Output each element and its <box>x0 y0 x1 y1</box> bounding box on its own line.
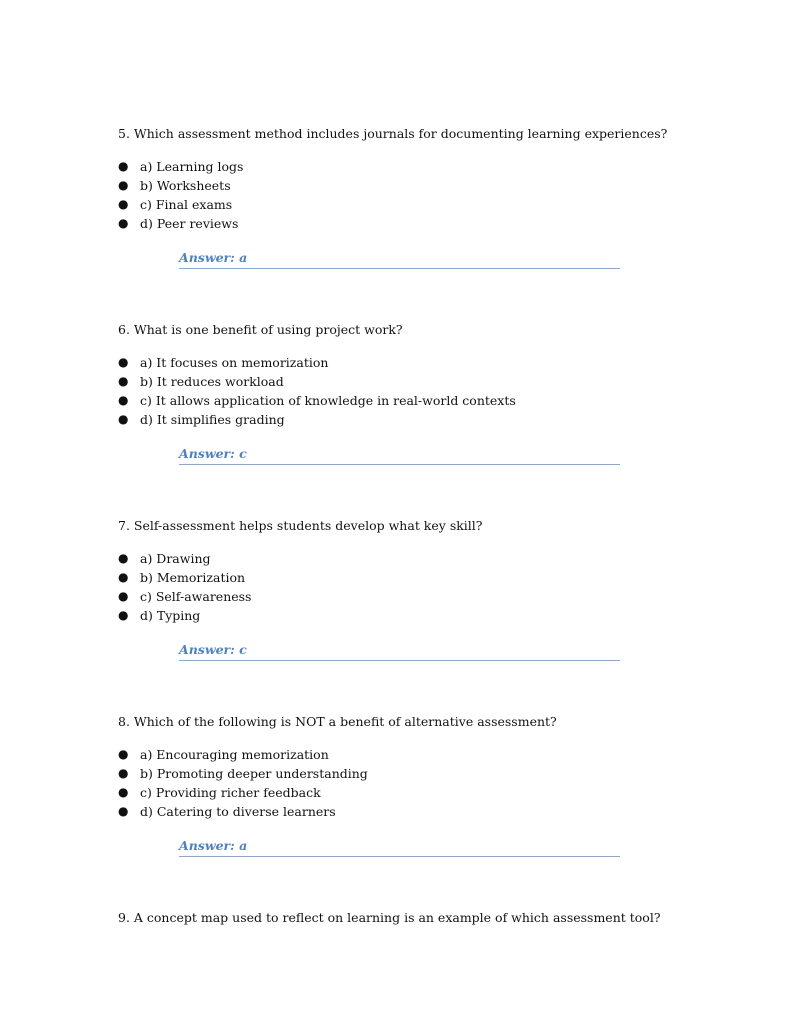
question-text: 8. Which of the following is NOT a benefit of alternative assessment? <box>118 714 557 729</box>
option-label: d) Catering to diverse learners <box>140 804 336 819</box>
option-item <box>118 410 718 429</box>
option-label: a) Drawing <box>140 551 211 566</box>
question-text: 6. What is one benefit of using project work? <box>118 322 403 337</box>
option-item <box>118 372 718 391</box>
bullet-icon: ● <box>118 551 129 565</box>
bullet-icon: ● <box>118 393 129 407</box>
option-item <box>118 587 718 606</box>
option-label: b) Memorization <box>140 570 246 585</box>
question-5 <box>118 125 718 269</box>
option-item <box>118 353 718 372</box>
bullet-icon: ● <box>118 178 129 192</box>
question-6 <box>118 321 718 465</box>
option-item <box>118 745 718 764</box>
bullet-icon: ● <box>118 766 129 780</box>
option-label: d) Typing <box>140 608 201 623</box>
option-label: c) Final exams <box>140 197 233 212</box>
bullet-icon: ● <box>118 355 129 369</box>
option-label: c) It allows application of knowledge in real-world contexts <box>140 393 516 408</box>
option-list <box>118 353 718 429</box>
answer-text: Answer: a <box>179 250 248 265</box>
option-label: a) Learning logs <box>140 159 244 174</box>
question-text: 9. A concept map used to reflect on learning is an example of which assessment tool? <box>118 910 661 925</box>
bullet-icon: ● <box>118 570 129 584</box>
answer-text: Answer: c <box>179 642 247 657</box>
option-item <box>118 783 718 802</box>
option-item <box>118 568 718 587</box>
option-item <box>118 176 718 195</box>
bullet-icon: ● <box>118 608 129 622</box>
answer-text: Answer: c <box>179 446 247 461</box>
answer-line <box>179 639 620 661</box>
bullet-icon: ● <box>118 216 129 230</box>
option-label: b) Worksheets <box>140 178 231 193</box>
option-label: a) Encouraging memorization <box>140 747 329 762</box>
option-item <box>118 549 718 568</box>
question-7 <box>118 517 718 661</box>
bullet-icon: ● <box>118 412 129 426</box>
option-label: b) It reduces workload <box>140 374 284 389</box>
option-label: c) Providing richer feedback <box>140 785 321 800</box>
option-label: b) Promoting deeper understanding <box>140 766 368 781</box>
option-label: c) Self-awareness <box>140 589 252 604</box>
option-label: d) It simplifies grading <box>140 412 285 427</box>
option-item <box>118 157 718 176</box>
bullet-icon: ● <box>118 804 129 818</box>
option-list <box>118 549 718 625</box>
answer-line <box>179 247 620 269</box>
bullet-icon: ● <box>118 589 129 603</box>
answer-text: Answer: a <box>179 838 248 853</box>
answer-line <box>179 835 620 857</box>
option-label: d) Peer reviews <box>140 216 239 231</box>
option-item <box>118 195 718 214</box>
bullet-icon: ● <box>118 747 129 761</box>
question-8 <box>118 713 718 857</box>
option-label: a) It focuses on memorization <box>140 355 329 370</box>
bullet-icon: ● <box>118 374 129 388</box>
option-list <box>118 157 718 233</box>
option-item <box>118 391 718 410</box>
option-item <box>118 802 718 821</box>
option-list <box>118 745 718 821</box>
question-text: 7. Self-assessment helps students develop what key skill? <box>118 518 483 533</box>
answer-line <box>179 443 620 465</box>
option-item <box>118 606 718 625</box>
bullet-icon: ● <box>118 785 129 799</box>
bullet-icon: ● <box>118 197 129 211</box>
question-text: 5. Which assessment method includes journals for documenting learning experiences? <box>118 126 668 141</box>
bullet-icon: ● <box>118 159 129 173</box>
option-item <box>118 764 718 783</box>
question-9 <box>118 909 718 927</box>
option-item <box>118 214 718 233</box>
